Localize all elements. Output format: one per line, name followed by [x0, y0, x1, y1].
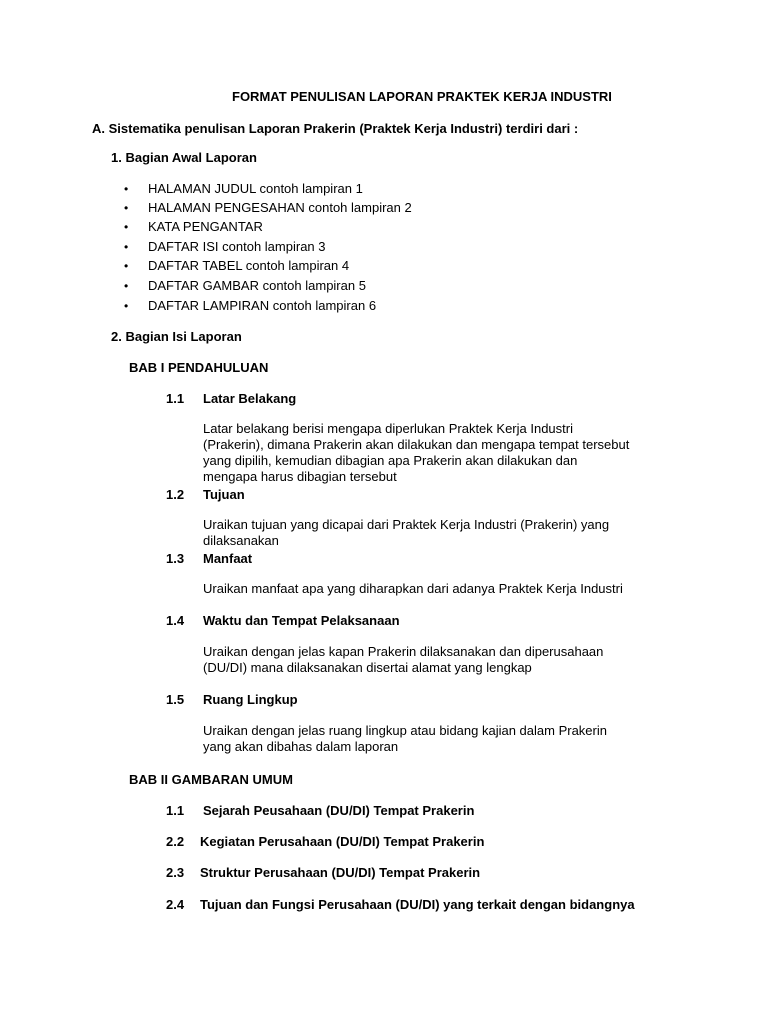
subsection-body: Uraikan manfaat apa yang diharapkan dari adanya Praktek Kerja Industri [203, 581, 623, 596]
subsection-title: Latar Belakang [203, 391, 297, 406]
bullet-glyph: • [124, 259, 129, 273]
subsection-title: Tujuan [203, 487, 245, 502]
list-item: KATA PENGANTAR [148, 219, 263, 234]
subsection-title: Ruang Lingkup [203, 692, 298, 707]
subsection-title: Kegiatan Perusahaan (DU/DI) Tempat Prakerin [200, 834, 485, 849]
subsection-number: 1.3 [166, 551, 185, 566]
bullet-glyph: • [124, 240, 129, 254]
subsection-body: Uraikan dengan jelas ruang lingkup atau bidang kajian dalam Prakerin yang akan dibahas dalam laporan [203, 723, 607, 754]
list-item: HALAMAN JUDUL contoh lampiran 1 [148, 181, 363, 196]
subsection-title: Manfaat [203, 551, 253, 566]
list-item: DAFTAR ISI contoh lampiran 3 [148, 239, 326, 254]
part2-heading: 2. Bagian Isi Laporan [111, 329, 242, 344]
bullet-glyph: • [124, 279, 129, 293]
section-a-heading: A. Sistematika penulisan Laporan Prakerin (Praktek Kerja Industri) terdiri dari : [92, 121, 579, 136]
bab2-title: BAB II GAMBARAN UMUM [129, 772, 293, 787]
subsection-title: Waktu dan Tempat Pelaksanaan [203, 613, 400, 628]
list-item: DAFTAR LAMPIRAN contoh lampiran 6 [148, 298, 377, 313]
subsection-body: Uraikan dengan jelas kapan Prakerin dilaksanakan dan diperusahaan (DU/DI) mana dilaksanakan disertai alamat yang lengkap [203, 644, 604, 675]
bullet-glyph: • [124, 299, 129, 313]
subsection-number: 1.4 [166, 613, 185, 628]
list-item: DAFTAR TABEL contoh lampiran 4 [148, 258, 350, 273]
subsection-number: 1.1 [166, 803, 185, 818]
subsection-number: 1.2 [166, 487, 185, 502]
list-item: HALAMAN PENGESAHAN contoh lampiran 2 [148, 200, 412, 215]
subsection-title: Sejarah Peusahaan (DU/DI) Tempat Prakerin [203, 803, 475, 818]
subsection-number: 1.5 [166, 692, 185, 707]
list-item: DAFTAR GAMBAR contoh lampiran 5 [148, 278, 366, 293]
bab1-title: BAB I PENDAHULUAN [129, 360, 269, 375]
subsection-number: 2.3 [166, 865, 185, 880]
subsection-title: Struktur Perusahaan (DU/DI) Tempat Prakerin [200, 865, 481, 880]
subsection-number: 1.1 [166, 391, 185, 406]
document-title: FORMAT PENULISAN LAPORAN PRAKTEK KERJA INDUSTRI [232, 89, 612, 104]
bullet-glyph: • [124, 182, 129, 196]
subsection-number: 2.4 [166, 897, 185, 912]
part1-heading: 1. Bagian Awal Laporan [111, 150, 257, 165]
bullet-glyph: • [124, 201, 129, 215]
subsection-number: 2.2 [166, 834, 185, 849]
subsection-body: Latar belakang berisi mengapa diperlukan Praktek Kerja Industri (Prakerin), dimana Prakerin akan dilakukan dan mengapa tempat tersebut yang dipilih, kemudian dibagian apa Prakerin akan dilakukan dan mengapa harus dibagian tersebut [203, 421, 630, 484]
subsection-body: Uraikan tujuan yang dicapai dari Praktek Kerja Industri (Prakerin) yang dilaksanakan [203, 517, 610, 548]
subsection-title: Tujuan dan Fungsi Perusahaan (DU/DI) yang terkait dengan bidangnya [200, 897, 635, 912]
bullet-glyph: • [124, 220, 129, 234]
